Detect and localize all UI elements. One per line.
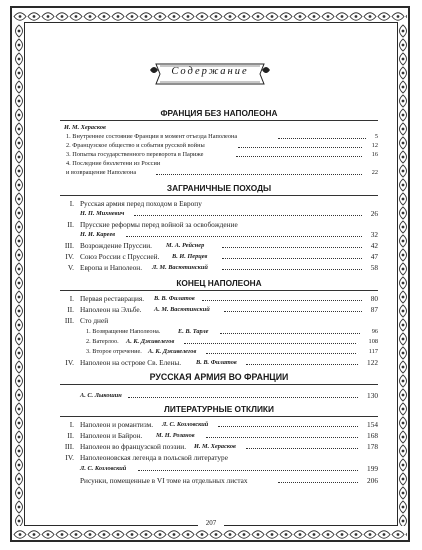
roman-numeral: I. [69, 294, 74, 303]
author-name: И. М. Херасков [194, 443, 236, 450]
entry-title: Союз России с Пруссией. [80, 252, 160, 261]
roman-numeral: III. [64, 316, 74, 325]
leader-dots [222, 252, 362, 259]
author-name: Н. П. Михневич [80, 210, 125, 217]
section-title: ЗАГРАНИЧНЫЕ ПОХОДЫ [166, 183, 272, 193]
page-ref: 26 [370, 209, 378, 218]
leader-dots [222, 241, 362, 248]
leader-dots [156, 168, 362, 175]
roman-numeral: I. [69, 199, 74, 208]
roman-numeral: IV. [65, 358, 74, 367]
entry-title: Возрождение Пруссии. [80, 241, 152, 250]
page-ref: 96 [371, 328, 378, 335]
entry-title: 3. Попытка государственного переворота в Париже [66, 151, 204, 158]
leader-dots [278, 132, 366, 139]
roman-numeral: IV. [65, 252, 74, 261]
entry-title: Наполеон на острове Св. Елены. [80, 358, 182, 367]
page-ref: 22 [371, 169, 378, 176]
page-ref: 42 [370, 241, 378, 250]
entry-title: Рисунки, помещенные в VI томе на отдельных листах [80, 476, 248, 485]
roman-numeral: V. [67, 263, 74, 272]
leader-dots [202, 294, 362, 301]
author-name: И. М. Херасков [64, 124, 106, 131]
leader-dots [218, 420, 358, 427]
section-rule [60, 416, 378, 417]
section-title: ФРАНЦИЯ БЕЗ НАПОЛЕОНА [160, 108, 278, 118]
section-title: РУССКАЯ АРМИЯ ВО ФРАНЦИИ [149, 372, 289, 382]
author-name: А. С. Лыкошин [80, 392, 122, 399]
author-name: Е. В. Тарле [178, 328, 209, 335]
left-ornament-border [12, 24, 26, 526]
leader-dots [128, 391, 358, 398]
section-rule [60, 384, 378, 385]
page-ref: 47 [370, 252, 378, 261]
entry-title: Первая реставрация. [80, 294, 145, 303]
leader-dots [238, 141, 362, 148]
leader-dots [246, 358, 358, 365]
page-number: 207 [198, 519, 224, 527]
author-name: М. Н. Розанов [156, 432, 195, 439]
page-ref: 168 [367, 431, 378, 440]
entry-title: Сто дней [80, 316, 109, 325]
page-ref: 206 [367, 476, 378, 485]
entry-title: Прусские реформы перед войной за освобождение [80, 220, 238, 229]
author-name: В. В. Филатов [196, 359, 237, 366]
page-ref: 178 [367, 442, 378, 451]
leader-dots [206, 431, 358, 438]
section-title: КОНЕЦ НАПОЛЕОНА [176, 278, 262, 288]
page-ref: 80 [370, 294, 378, 303]
entry-title: 2. Французское общество и события русской войны [66, 142, 205, 149]
entry-title: Наполеон во французской поэзии. [80, 442, 187, 451]
author-name: Л. М. Васютинский [152, 264, 208, 271]
roman-numeral: II. [67, 305, 74, 314]
section-rule [60, 120, 378, 121]
entry-title: 4. Последние бюллетени из России [66, 160, 161, 167]
entry-title: Европа и Наполеон. [80, 263, 143, 272]
entry-title: Наполеоновская легенда в польской литературе [80, 453, 228, 462]
roman-numeral: IV. [65, 453, 74, 462]
page-ref: 12 [371, 142, 378, 149]
entry-title: и возвращение Наполеона [66, 169, 137, 176]
author-name: А. К. Дживелегов [148, 348, 197, 355]
right-ornament-border [396, 24, 410, 526]
leader-dots [184, 337, 356, 344]
entry-title: 1. Возвращение Наполеона. [86, 328, 161, 335]
page-ref: 108 [368, 338, 378, 345]
author-name: В. В. Филатов [154, 295, 195, 302]
top-ornament-border [13, 9, 407, 24]
page-ref: 117 [368, 348, 378, 355]
roman-numeral: III. [64, 241, 74, 250]
author-name: Л. С. Козловский [80, 465, 127, 472]
leader-dots [134, 209, 362, 216]
section-rule [60, 290, 378, 291]
leader-dots [138, 464, 358, 471]
entry-title: Русская армия перед походом в Европу [80, 199, 202, 208]
entry-title: Наполеон и романтизм. [80, 420, 154, 429]
entry-title: Наполеон на Эльбе. [80, 305, 142, 314]
author-name: А. М. Васютинский [154, 306, 210, 313]
contents-title: Содержание [171, 66, 249, 77]
entry-title: Наполеон и Байрон. [80, 431, 143, 440]
roman-numeral: II. [67, 431, 74, 440]
page-ref: 154 [367, 420, 378, 429]
author-name: В. И. Перцев [172, 253, 208, 260]
section-title: ЛИТЕРАТУРНЫЕ ОТКЛИКИ [164, 404, 274, 414]
roman-numeral: I. [69, 420, 74, 429]
author-name: Н. И. Кареев [80, 231, 116, 238]
author-name: А. К. Дживелегов [126, 338, 175, 345]
page-ref: 87 [370, 305, 378, 314]
page-ref: 199 [367, 464, 378, 473]
bottom-ornament-border [13, 527, 407, 542]
page-ref: 58 [370, 263, 378, 272]
leader-dots [222, 263, 362, 270]
author-name: Л. С. Козловский [162, 421, 209, 428]
author-name: М. А. Рейснер [166, 242, 205, 249]
entry-title: 3. Второе отречение. [86, 348, 142, 355]
entry-title: 2. Ватерлоо. [86, 338, 119, 345]
leader-dots [236, 150, 362, 157]
page-ref: 16 [371, 151, 378, 158]
roman-numeral: II. [67, 220, 74, 229]
leader-dots [246, 442, 358, 449]
leader-dots [220, 327, 360, 334]
leader-dots [278, 476, 358, 483]
page-ref: 5 [374, 133, 378, 140]
section-rule [60, 195, 378, 196]
page-ref: 32 [370, 230, 378, 239]
leader-dots [126, 230, 362, 237]
leader-dots [224, 305, 362, 312]
page-ref: 122 [367, 358, 378, 367]
entry-title: 1. Внутреннее состояние Франции в момент отъезда Наполеона [66, 133, 238, 140]
roman-numeral: III. [64, 442, 74, 451]
page-ref: 130 [367, 391, 378, 400]
leader-dots [206, 347, 356, 354]
